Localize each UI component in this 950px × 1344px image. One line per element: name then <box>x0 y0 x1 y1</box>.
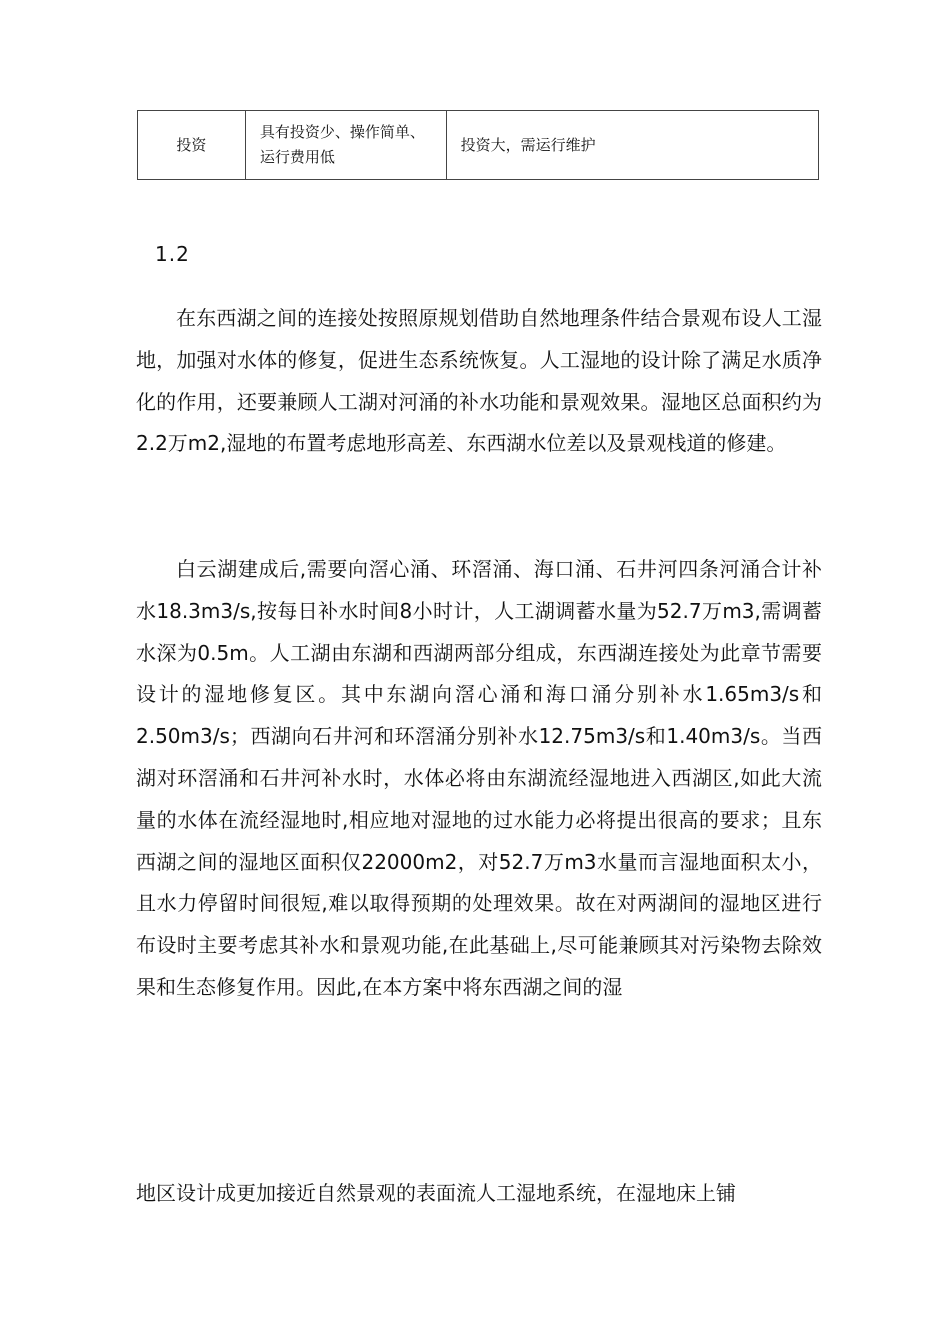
table-cell-option-b: 投资大，需运行维护 <box>446 111 818 180</box>
body-paragraph: 地区设计成更加接近自然景观的表面流人工湿地系统，在湿地床上铺 <box>136 1181 736 1205</box>
table-cell-option-a: 具有投资少、操作简单、运行费用低 <box>245 111 446 180</box>
table-row <box>138 111 819 180</box>
comparison-table <box>137 110 819 180</box>
section-heading: 1.2 <box>155 242 190 266</box>
body-paragraph: 在东西湖之间的连接处按照原规划借助自然地理条件结合景观布设人工湿地，加强对水体的修复，促进生态系统恢复。人工湿地的设计除了满足水质净化的作用，还要兼顾人工湖对河涌的补水功能和景观效果。湿地区总面积约为2.2万m2,湿地的布置考虑地形高差、东西湖水位差以及景观栈道的修建。 <box>136 306 822 456</box>
table-cell-label: 投资 <box>138 111 246 180</box>
body-paragraph: 白云湖建成后,需要向滘心涌、环滘涌、海口涌、石井河四条河涌合计补水18.3m3/s,按每日补水时间8小时计，人工湖调蓄水量为52.7万m3,需调蓄水深为0.5m。人工湖由东湖和西湖两部分组成，东西湖连接处为此章节需要设计的湿地修复区。其中东湖向滘心涌和海口涌分别补水1.65m3/s和2.50m3/s；西湖向石井河和环滘涌分别补水12.75m3/s和1.40m3/s。当西湖对环滘涌和石井河补水时，水体必将由东湖流经湿地进入西湖区,如此大流量的水体在流经湿地时,相应地对湿地的过水能力必将提出很高的要求；且东西湖之间的湿地区面积仅22000m2，对52.7万m3水量而言湿地面积太小，且水力停留时间很短,难以取得预期的处理效果。故在对两湖间的湿地区进行布设时主要考虑其补水和景观功能,在此基础上,尽可能兼顾其对污染物去除效果和生态修复作用。因此,在本方案中将东西湖之间的湿 <box>136 557 822 999</box>
